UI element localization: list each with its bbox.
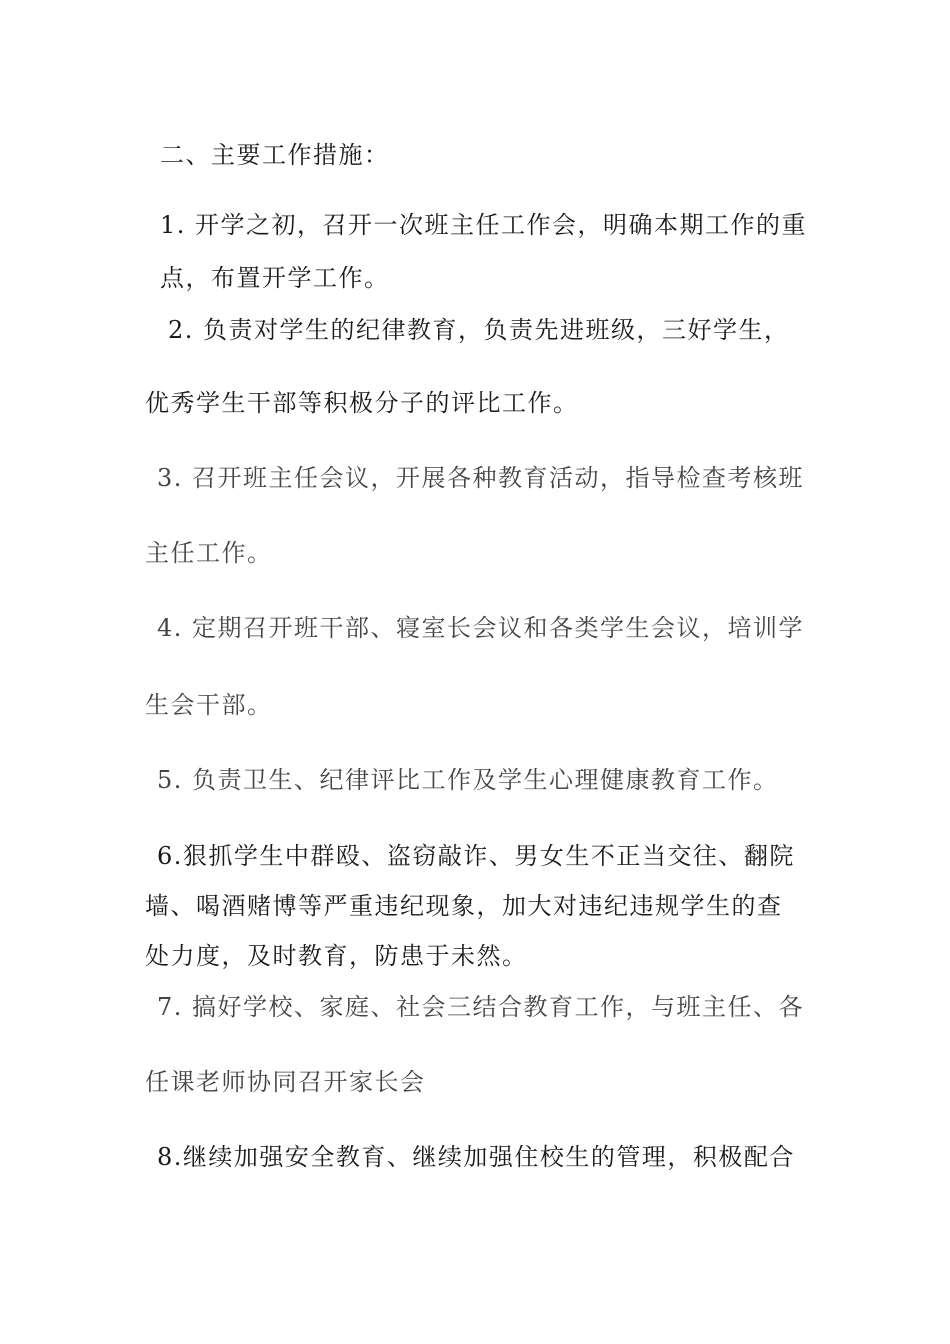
item-2-line-1: 2. 负责对学生的纪律教育，负责先进班级，三好学生，	[168, 316, 790, 344]
item-4-line-2: 生会干部。	[145, 691, 273, 719]
item-4-line-1: 4. 定期召开班干部、寝室长会议和各类学生会议，培训学	[157, 614, 805, 642]
item-5-line-1: 5. 负责卫生、纪律评比工作及学生心理健康教育工作。	[157, 766, 779, 794]
item-6-line-1: 6.狠抓学生中群殴、盗窃敲诈、男女生不正当交往、翻院	[157, 842, 795, 870]
item-2-line-2: 优秀学生干部等积极分子的评比工作。	[145, 389, 579, 417]
item-6-line-2: 墙、喝酒赌博等严重违纪现象，加大对违纪违规学生的查	[145, 892, 783, 920]
item-7-line-1: 7. 搞好学校、家庭、社会三结合教育工作，与班主任、各	[157, 993, 805, 1021]
item-6-line-3: 处力度，及时教育，防患于未然。	[145, 942, 528, 970]
item-1-line-2: 点，布置开学工作。	[160, 264, 390, 292]
section-heading: 二、主要工作措施：	[160, 141, 390, 169]
item-1-line-1: 1. 开学之初，召开一次班主任工作会，明确本期工作的重	[160, 211, 808, 239]
item-3-line-1: 3. 召开班主任会议，开展各种教育活动，指导检查考核班	[157, 464, 805, 492]
item-7-line-2: 任课老师协同召开家长会	[145, 1068, 426, 1096]
item-3-line-2: 主任工作。	[145, 539, 273, 567]
item-8-line-1: 8.继续加强安全教育、继续加强住校生的管理，积极配合	[157, 1143, 795, 1171]
